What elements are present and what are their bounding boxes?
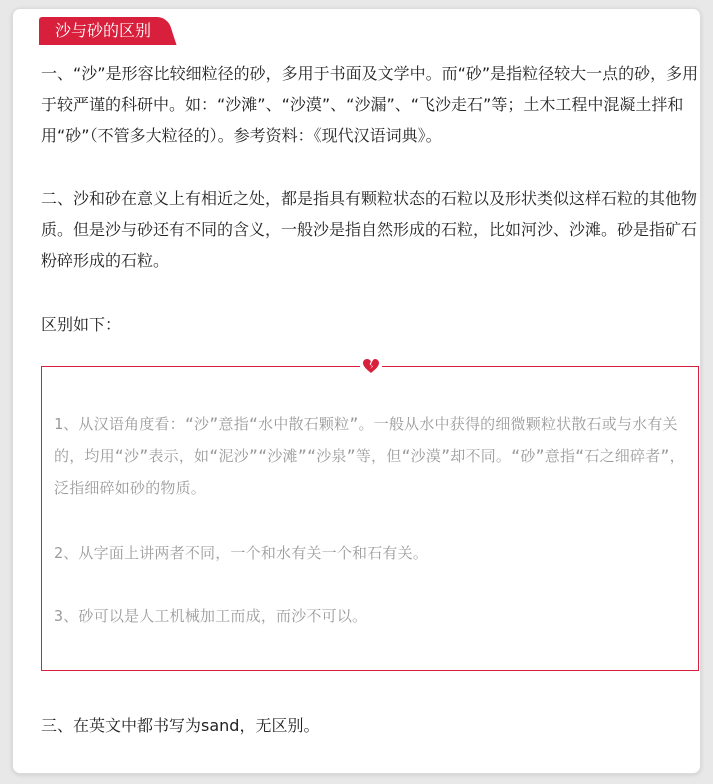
- paragraph-4: 三、在英文中都书写为sand，无区别。: [41, 716, 320, 735]
- quote-item-2: 2、从字面上讲两者不同，一个和水有关一个和石有关。: [54, 544, 429, 562]
- quote-item-1: 1、从汉语角度看：“沙”意指“水中散石颗粒”。一般从水中获得的细微颗粒状散石或与水有关的，均用“沙”表示，如“泥沙”“沙滩”“沙泉”等，但“沙漠”却不同。“砂”意指“石之细碎者”，泛指细碎如砂的物质。: [54, 415, 685, 497]
- quote-item-3: 3、砂可以是人工机械加工而成，而沙不可以。: [54, 607, 368, 625]
- paragraph-1: 一、“沙”是形容比较细粒径的砂，多用于书面及文学中。而“砂”是指粒径较大一点的砂，多用于较严谨的科研中。如：“沙滩”、“沙漠”、“沙漏”、“飞沙走石”等；土木工程中混凝土拌和用“砂”（不管多大粒径的）。参考资料：《现代汉语词典》。: [41, 64, 699, 145]
- paragraph-3: 区别如下：: [41, 315, 122, 334]
- quote-box: [41, 366, 699, 671]
- paragraph-2: 二、沙和砂在意义上有相近之处，都是指具有颗粒状态的石粒以及形状类似这样石粒的其他物质。但是沙与砂还有不同的含义，一般沙是指自然形成的石粒，比如河沙、沙滩。砂是指矿石粉碎形成的石粒。: [41, 189, 698, 270]
- article-card: [12, 8, 701, 774]
- broken-heart-icon: [360, 358, 382, 376]
- section-title: 沙与砂的区别: [39, 17, 165, 45]
